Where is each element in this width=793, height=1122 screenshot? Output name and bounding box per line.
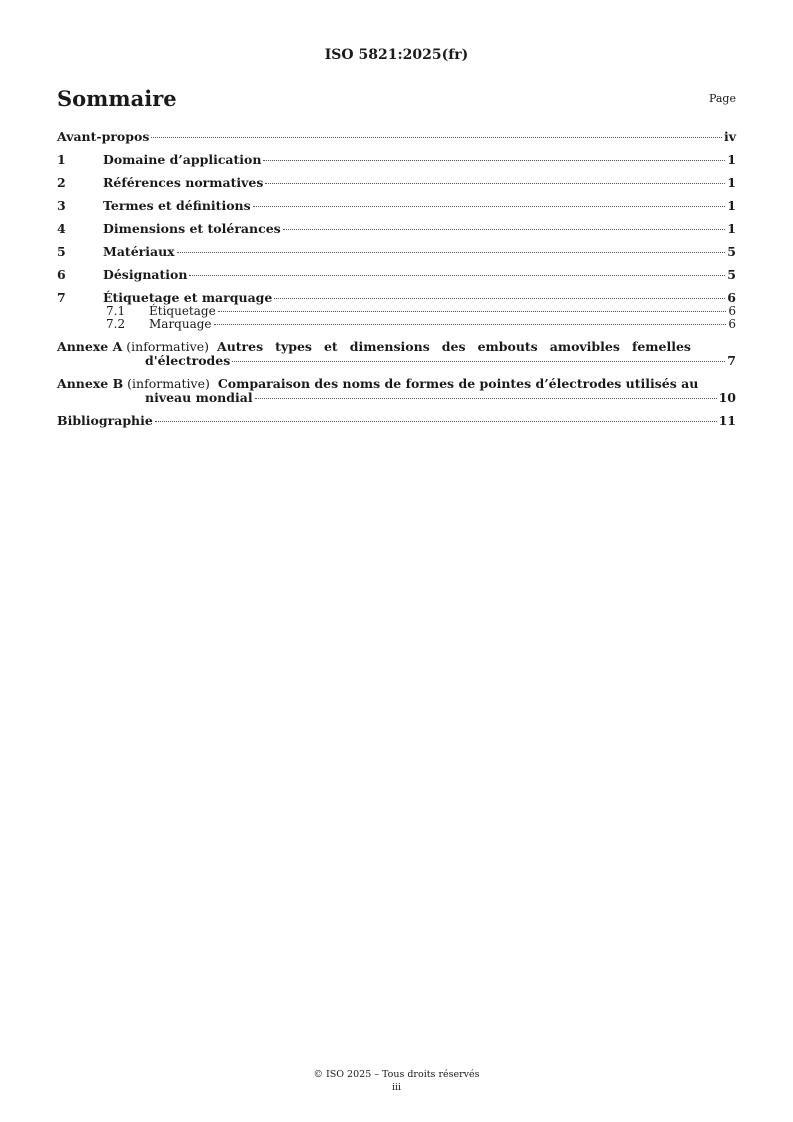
toc-entry-page: 1 (727, 175, 736, 190)
toc-entry-page: 6 (727, 290, 736, 305)
dot-leader (189, 275, 725, 276)
clause-number: 7.2 (106, 317, 126, 331)
dot-leader (214, 324, 727, 325)
toc-entry-page: 6 (728, 317, 736, 331)
toc-entry-avant-propos[interactable] (57, 130, 736, 144)
annex-title-line-2: niveau mondial (145, 390, 253, 405)
annex-title-line-2: d'électrodes (145, 353, 231, 368)
annex-title-line-1: Comparaison des noms de formes de pointes d’électrodes utilisés au (217, 376, 699, 391)
annex-title-word: et (323, 339, 338, 354)
document-id-header: ISO 5821:2025(fr) (324, 47, 469, 63)
toc-entry-annex-a[interactable] (57, 340, 736, 368)
clause-number: 4 (57, 221, 66, 236)
dot-leader (177, 252, 726, 253)
clause-number: 6 (57, 267, 66, 282)
dot-leader (232, 361, 725, 362)
toc-entry-label: Étiquetage (149, 304, 216, 318)
annex-title-word: amovibles (549, 339, 620, 354)
clause-number: 2 (57, 175, 66, 190)
toc-entry-page: 1 (727, 198, 736, 213)
toc-entry-page: 11 (718, 413, 736, 428)
toc-entry-label: Domaine d’application (103, 152, 262, 167)
toc-entry-clause-7[interactable] (57, 291, 736, 305)
dot-leader (263, 160, 725, 161)
toc-title: Sommaire (57, 86, 177, 111)
annex-prefix: Annexe B (57, 376, 124, 391)
toc-entry-page: 10 (718, 390, 736, 405)
toc-entry-annex-b[interactable] (57, 377, 736, 405)
annex-title-word: femelles (631, 339, 691, 354)
annex-type: (informative) (127, 376, 210, 391)
toc-entry-label: Matériaux (103, 244, 175, 259)
clause-number: 7 (57, 290, 66, 305)
toc-entry-label: Bibliographie (57, 413, 153, 428)
dot-leader (218, 311, 727, 312)
dot-leader (274, 298, 725, 299)
dot-leader (253, 206, 726, 207)
toc-entry-page: 5 (727, 244, 736, 259)
toc-entry-label: Dimensions et tolérances (103, 221, 281, 236)
toc-entry-label: Étiquetage et marquage (103, 290, 273, 305)
toc-title-row (57, 86, 736, 114)
annex-prefix: Annexe A (57, 339, 123, 354)
toc-entry-label: Références normatives (103, 175, 264, 190)
annex-title-word: embouts (477, 339, 538, 354)
dot-leader (283, 229, 726, 230)
page-footer (0, 1068, 793, 1094)
table-of-contents (57, 130, 736, 428)
clause-number: 7.1 (106, 304, 126, 318)
dot-leader (151, 137, 722, 138)
toc-entry-bibliographie[interactable] (57, 414, 736, 428)
toc-entry-clause-6[interactable] (57, 268, 736, 282)
toc-entry-page: iv (723, 129, 736, 144)
annex-title-word: types (275, 339, 312, 354)
toc-entry-clause-1[interactable] (57, 153, 736, 167)
toc-entry-page: 1 (727, 221, 736, 236)
dot-leader (255, 398, 717, 399)
toc-entry-page: 7 (727, 353, 736, 368)
toc-entry-clause-3[interactable] (57, 199, 736, 213)
annex-title-word: Autres (217, 339, 264, 354)
dot-leader (155, 421, 717, 422)
dot-leader (265, 183, 725, 184)
copyright-notice: © ISO 2025 – Tous droits réservés (313, 1069, 480, 1080)
toc-entry-page: 1 (727, 152, 736, 167)
clause-number: 1 (57, 152, 66, 167)
page-number: iii (391, 1082, 402, 1093)
toc-entry-label: Marquage (149, 317, 212, 331)
annex-title-word: des (441, 339, 466, 354)
toc-entry-page: 5 (727, 267, 736, 282)
clause-number: 3 (57, 198, 66, 213)
toc-entry-clause-2[interactable] (57, 176, 736, 190)
toc-entry-clause-4[interactable] (57, 222, 736, 236)
clause-number: 5 (57, 244, 66, 259)
toc-entry-label: Désignation (103, 267, 188, 282)
toc-entry-page: 6 (728, 304, 736, 318)
toc-entry-label: Termes et définitions (103, 198, 251, 213)
annex-title-word: dimensions (349, 339, 430, 354)
toc-entry-subclause-7-2[interactable] (57, 318, 736, 331)
toc-entry-label: Avant-propos (57, 129, 150, 144)
page-column-label: Page (708, 92, 736, 105)
toc-entry-clause-5[interactable] (57, 245, 736, 259)
annex-type: (informative) (126, 339, 209, 354)
annex-title-line-1 (217, 340, 691, 354)
